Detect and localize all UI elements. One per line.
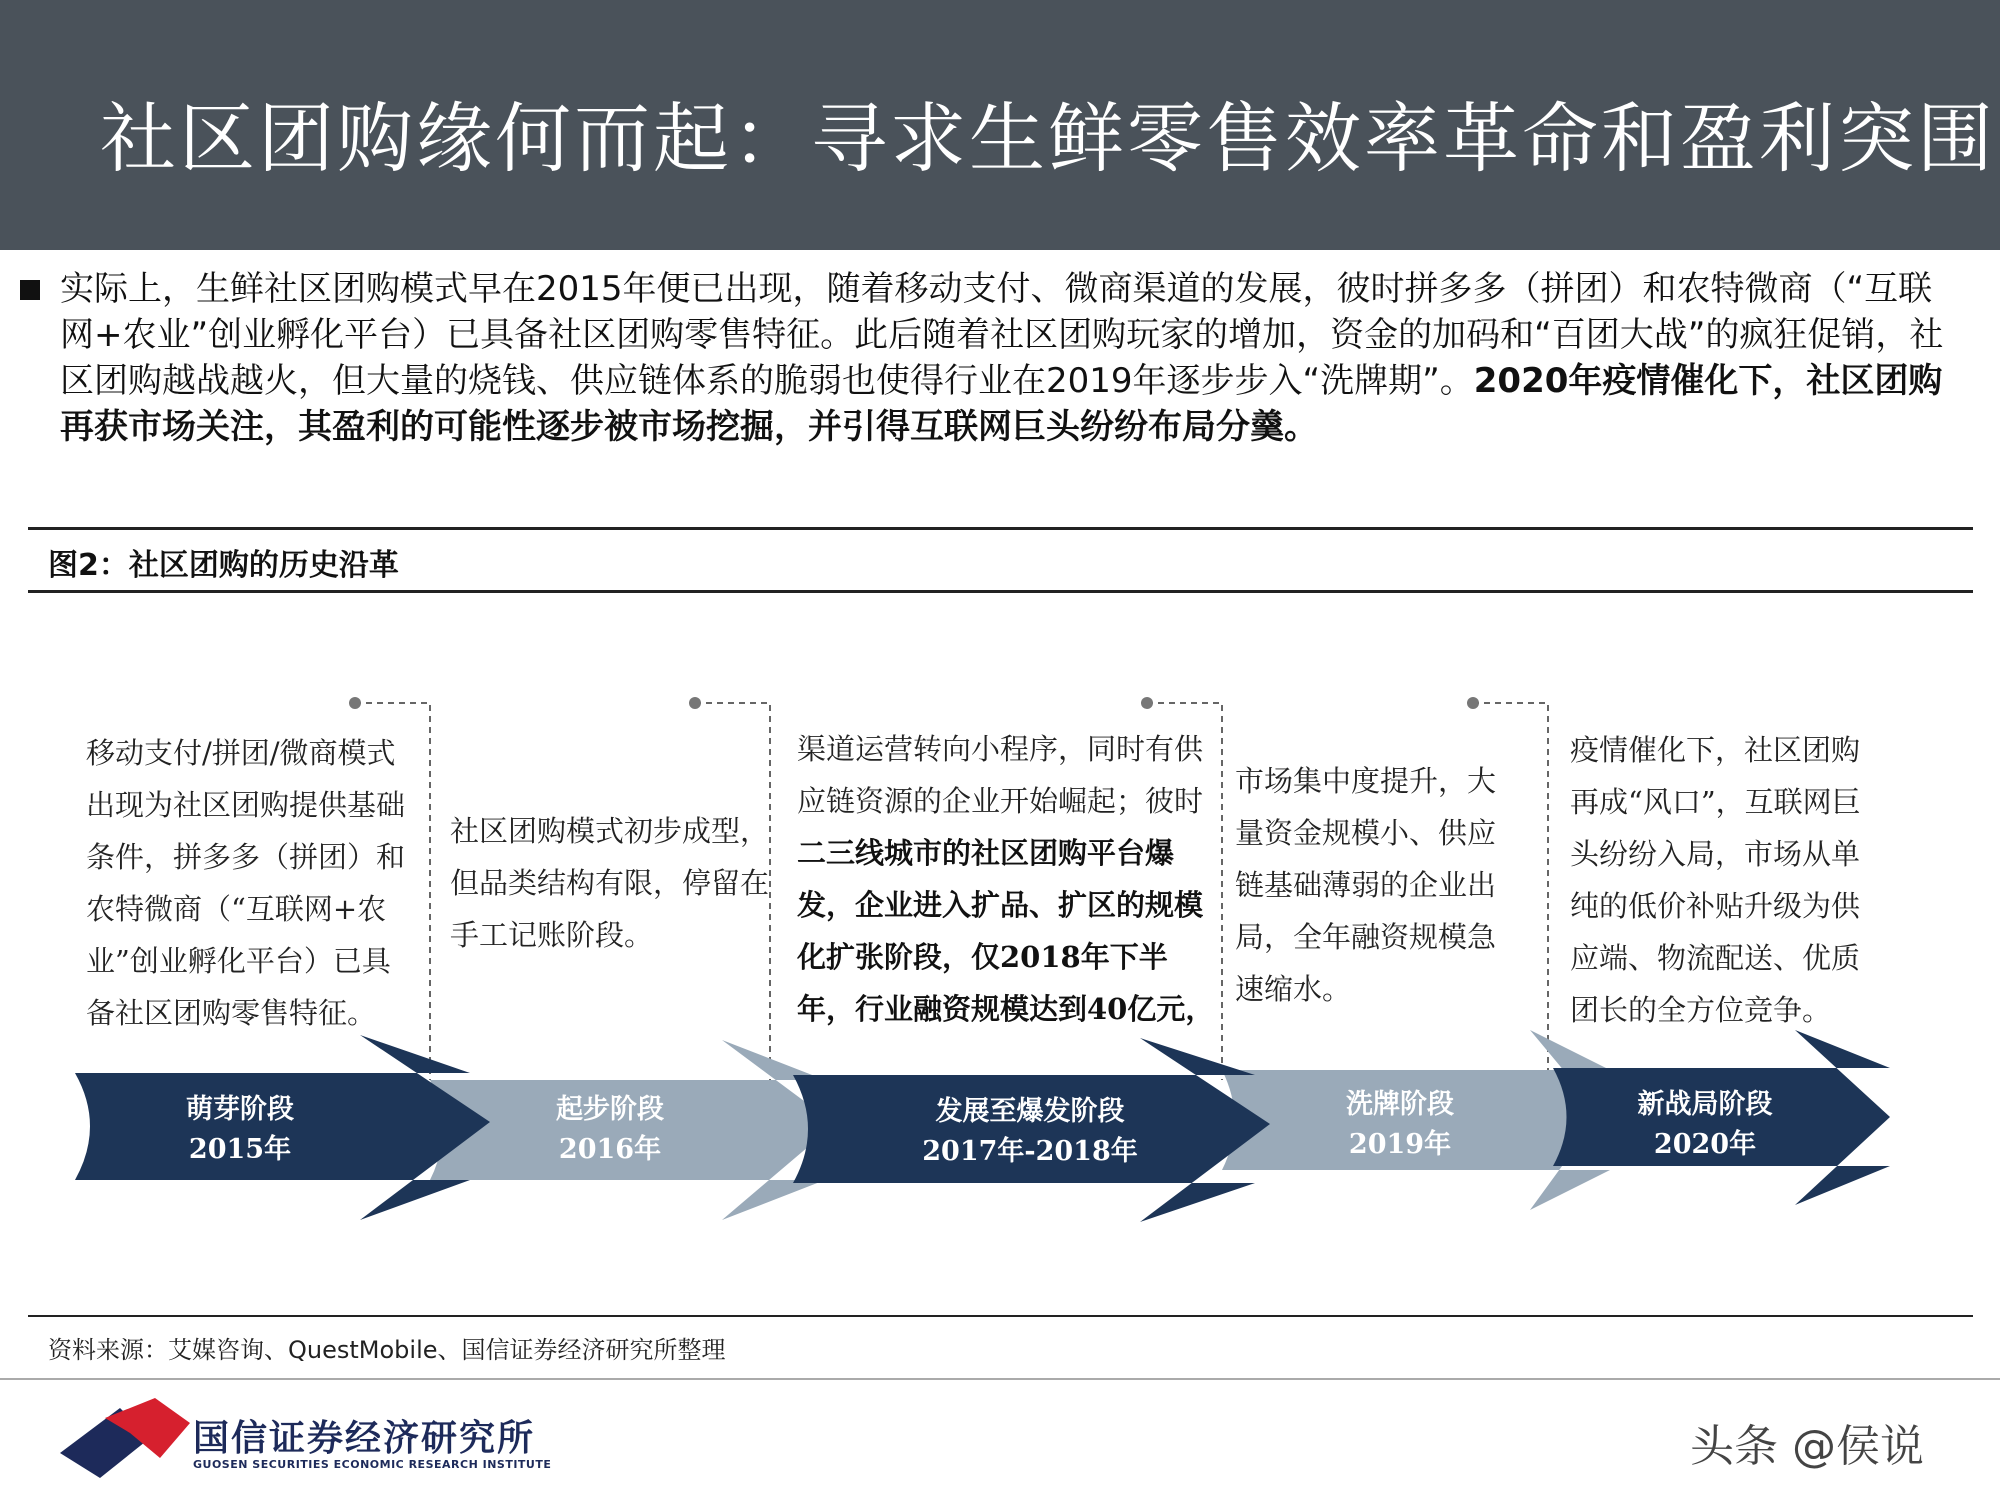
source-note: 资料来源：艾媒咨询、QuestMobile、国信证券经济研究所整理 (48, 1336, 726, 1364)
logo-english-name: GUOSEN SECURITIES ECONOMIC RESEARCH INSTITUTE (193, 1458, 552, 1471)
stage-5-name: 新战局阶段 (1637, 1089, 1773, 1120)
stage-1-label (140, 1090, 340, 1170)
stage-1-year: 2015年 (188, 1134, 292, 1165)
stage-1-text: 移动支付/拼团/微商模式出现为社区团购提供基础条件，拼多多（拼团）和农特微商（“互联网+农业”创业孵化平台）已具备社区团购零售特征。 (86, 736, 406, 1030)
stage-5-year: 2020年 (1653, 1129, 1757, 1160)
stage-3-text: 渠道运营转向小程序，同时有供应链资源的企业开始崛起；彼时 (797, 732, 1204, 818)
stage-4-year: 2019年 (1348, 1129, 1452, 1160)
watermark-text: 头条 @侯说 (1690, 1421, 1924, 1472)
stage-2-label (510, 1090, 710, 1170)
stage-2-text: 社区团购模式初步成型，但品类结构有限，停留在手工记账阶段。 (450, 814, 770, 952)
stage-3-bold-text: 二三线城市的社区团购平台爆发，企业进入扩品、扩区的规模化扩张阶段，仅2018年下半年，行业融资规模达到40亿元， (797, 836, 1215, 1026)
connector-dot-2 (689, 697, 701, 709)
stage-3-label (890, 1092, 1170, 1172)
page-title: 社区团购缘何而起：寻求生鲜零售效率革命和盈利突围 (100, 94, 1996, 183)
stage-5-description (1570, 724, 1870, 1036)
guosen-logo-icon (60, 1398, 190, 1478)
connector-dot-4 (1467, 697, 1479, 709)
footer-divider (0, 1378, 2000, 1380)
stage-4-text: 市场集中度提升，大量资金规模小、供应链基础薄弱的企业出局，全年融资规模急速缩水。 (1235, 764, 1497, 1006)
stage-4-label (1300, 1085, 1500, 1165)
figure-title: 图2：社区团购的历史沿革 (48, 548, 399, 583)
stage-4-name: 洗牌阶段 (1346, 1089, 1454, 1120)
stage-3-description (797, 723, 1222, 1035)
connector-dot-3 (1141, 697, 1153, 709)
stage-3-name: 发展至爆发阶段 (935, 1096, 1125, 1127)
stage-3-year: 2017年-2018年 (922, 1136, 1138, 1167)
source-rule (28, 1315, 1973, 1317)
stage-2-description (450, 805, 775, 961)
intro-bold-text: 2020年疫情催化下，社区团购再获市场关注，其盈利的可能性逐步被市场挖掘，并引得互联网巨头纷纷布局分羹。 (60, 361, 1943, 447)
stage-5-label (1605, 1085, 1805, 1165)
stage-5-text: 疫情催化下，社区团购再成“风口”，互联网巨头纷纷入局，市场从单纯的低价补贴升级为供应端、物流配送、优质团长的全方位竞争。 (1570, 733, 1861, 1027)
connector-dot-1 (349, 697, 361, 709)
stage-1-description (86, 727, 416, 1039)
stage-2-year: 2016年 (558, 1134, 662, 1165)
stage-1-name: 萌芽阶段 (186, 1094, 294, 1125)
stage-4-description (1235, 755, 1505, 1015)
logo-name: 国信证券经济研究所 (193, 1418, 536, 1459)
intro-normal-text: 实际上，生鲜社区团购模式早在2015年便已出现，随着移动支付、微商渠道的发展，彼时拼多多（拼团）和农特微商（“互联网+农业”创业孵化平台）已具备社区团购零售特征。此后随着社区团购玩家的增加，资金的加码和“百团大战”的疯狂促销，社区团购越战越火，但大量的烧钱、供应链体系的脆弱也使得行业在2019年逐步步入“洗牌期”。 (60, 269, 1944, 401)
stage-2-name: 起步阶段 (556, 1094, 664, 1125)
